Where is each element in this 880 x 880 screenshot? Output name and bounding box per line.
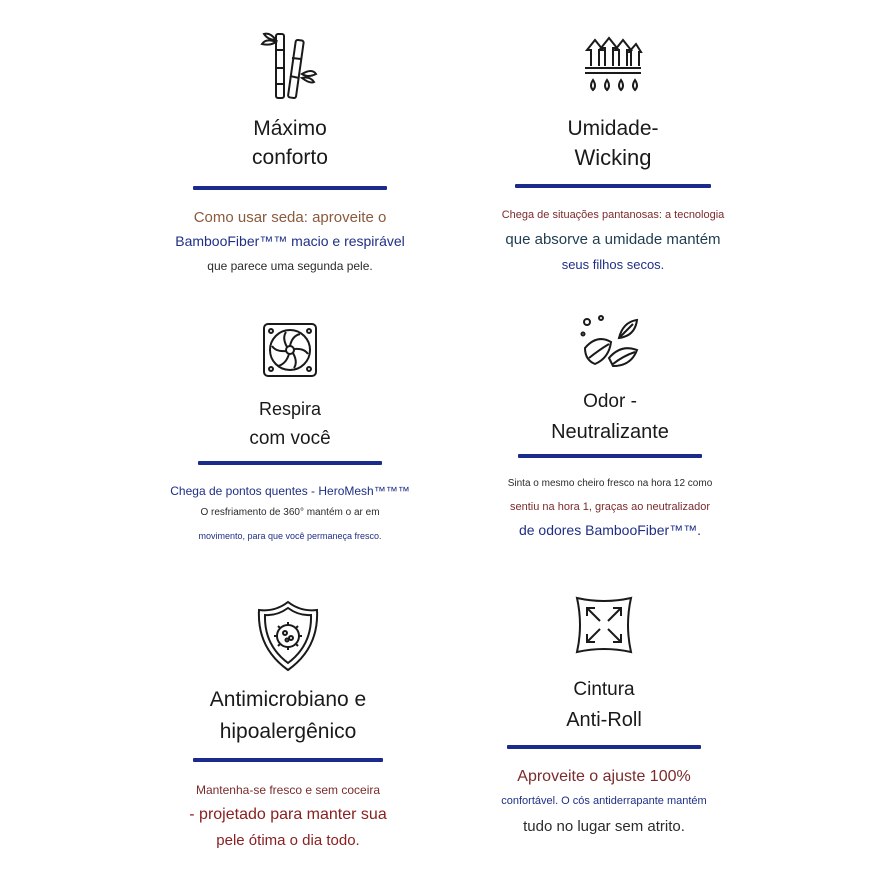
feature-description: Aproveite o ajuste 100% confortável. O cós antiderrapante mantém tudo no lugar sem atrito. (501, 768, 707, 835)
feature-title: Respira com você (249, 399, 331, 449)
feature-description: Sinta o mesmo cheiro fresco na hora 12 como sentiu na hora 1, graças ao neutralizador de odores BambooFiber™™. (507, 478, 713, 538)
feature-title: Odor - Neutralizante (551, 391, 669, 443)
accent-divider (193, 186, 387, 190)
fan-icon (262, 322, 318, 378)
feature-title: Antimicrobiano e hipoalergênico (209, 688, 367, 743)
feature-odor-neutralizante (390, 290, 830, 580)
accent-divider (515, 184, 711, 188)
feature-title: Umidade- Wicking (567, 117, 659, 170)
shield-virus-icon (257, 600, 319, 672)
accent-divider (518, 454, 702, 458)
feature-title: Máximo conforto (252, 117, 328, 169)
feature-title: Cintura Anti-Roll (566, 679, 642, 731)
feature-umidade-wicking (393, 0, 833, 290)
accent-divider (507, 745, 701, 749)
feature-description: Chega de pontos quentes - HeroMesh™™™ O resfriamento de 360° mantém o ar em movimento, para que você permaneça fresco. (170, 484, 410, 541)
accent-divider (198, 461, 382, 465)
feature-cintura-anti-roll (384, 580, 824, 880)
expand-arrows-icon (573, 594, 635, 656)
leaf-odor-icon (579, 314, 641, 370)
bamboo-icon (260, 28, 320, 100)
accent-divider (193, 758, 383, 762)
feature-description: Chega de situações pantanosas: a tecnologia que absorve a umidade mantém seus filhos secos. (501, 209, 725, 272)
feature-description: Mantenha-se fresco e sem coceira - projetado para manter sua pele ótima o dia todo. (189, 783, 387, 849)
moisture-wicking-icon (583, 36, 643, 96)
feature-description: Como usar seda: aproveite o BambooFiber™™ macio e respirável que parece uma segunda pele. (175, 209, 405, 273)
